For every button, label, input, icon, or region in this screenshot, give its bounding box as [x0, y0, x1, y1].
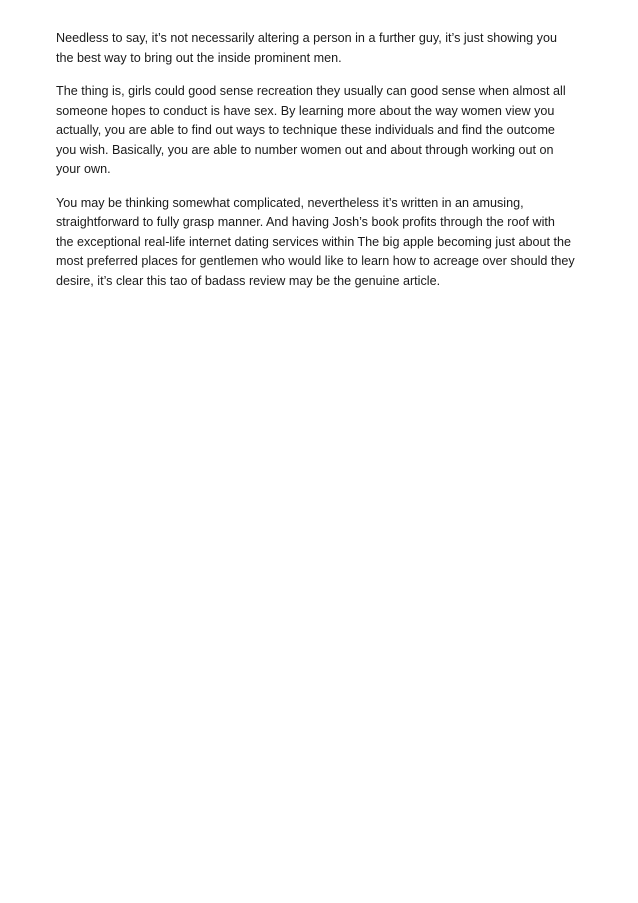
- text-line: someone hopes to conduct is have sex. By learning more about the way women view you: [56, 103, 555, 118]
- text-line: most preferred places for gentlemen who would like to learn how to acreage over should they: [56, 254, 575, 268]
- text-line: Needless to say, it’s not necessarily altering a person in a further guy, it’s just showing you: [56, 31, 557, 45]
- text-line: your own.: [56, 162, 111, 176]
- text-line: straightforward to fully grasp manner. And having Josh’s book profits through the roof with: [56, 215, 555, 229]
- text-line: The thing is, girls could good sense recreation they usually can good sense when almost all: [56, 84, 566, 98]
- text-line: actually, you are able to find out ways to technique these individuals and find the outcome: [56, 123, 555, 137]
- text-line: You may be thinking somewhat complicated, nevertheless it’s written in an amusing,: [56, 195, 524, 210]
- paragraph-3: [56, 194, 596, 292]
- text-line: you wish. Basically, you are able to number women out and about through working out on: [56, 142, 554, 157]
- paragraph-1: [56, 29, 596, 68]
- text-line: the exceptional real-life internet dating services within The big apple becoming just about the: [56, 234, 572, 249]
- document-page: [56, 29, 596, 305]
- text-line: desire, it’s clear this tao of badass review may be the genuine article.: [56, 273, 441, 288]
- paragraph-2: [56, 82, 596, 180]
- text-line: the best way to bring out the inside prominent men.: [56, 50, 342, 65]
